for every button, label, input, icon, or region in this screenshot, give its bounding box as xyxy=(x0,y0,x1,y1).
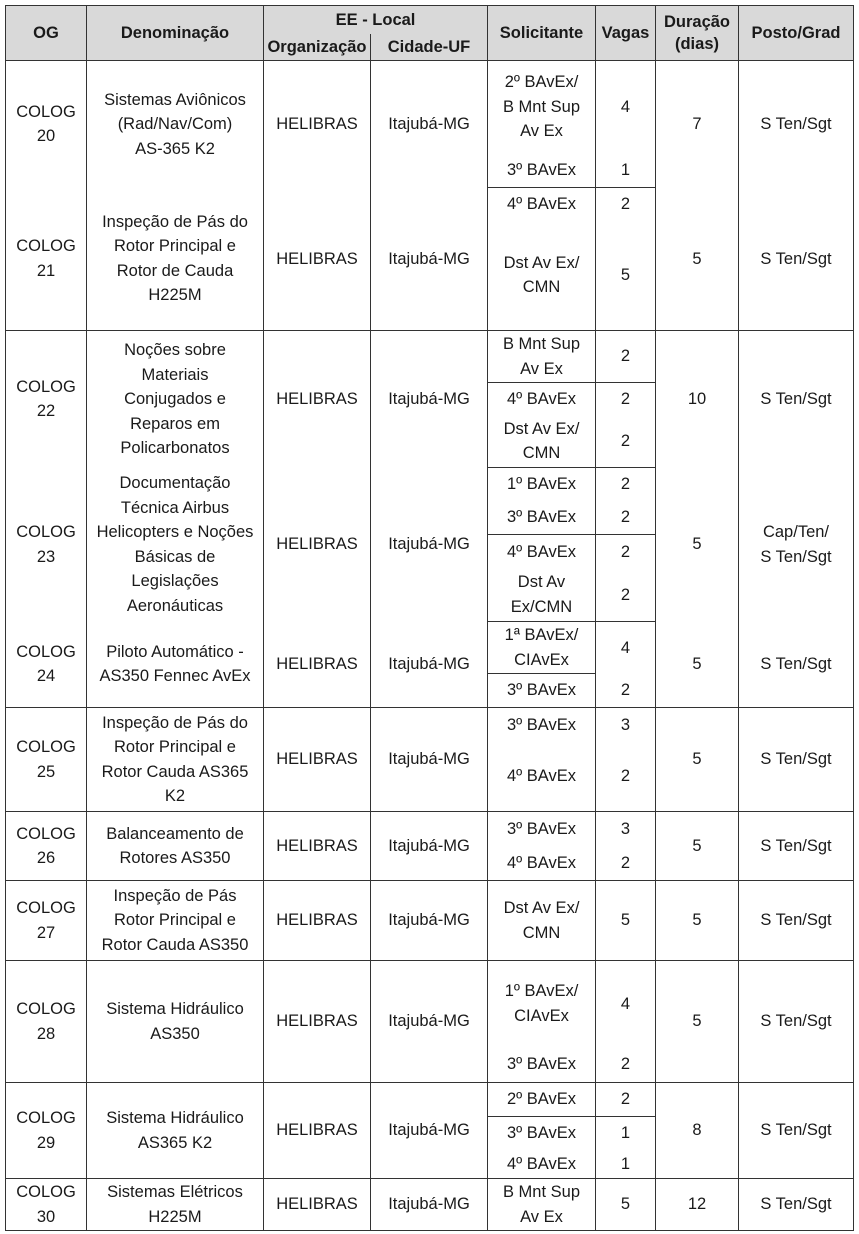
solicitante-cell: 1º BAvEx xyxy=(488,468,596,501)
header-solicitante: Solicitante xyxy=(488,6,596,61)
solicitante-cell: 4º BAvEx xyxy=(488,383,596,416)
solicitante-cell: B Mnt Sup Av Ex xyxy=(488,331,596,383)
cidade-cell: Itajubá-MG xyxy=(371,61,488,188)
vagas-cell: 4 xyxy=(596,961,656,1047)
denominacao-cell: Sistemas Elétricos H225M xyxy=(87,1179,264,1231)
duracao-cell: 10 xyxy=(656,331,739,468)
solicitante-cell: 4º BAvEx xyxy=(488,1150,596,1179)
table-row xyxy=(6,188,854,221)
duracao-cell: 5 xyxy=(656,188,739,331)
cidade-cell: Itajubá-MG xyxy=(371,812,488,881)
vagas-cell: 3 xyxy=(596,812,656,846)
duracao-cell: 5 xyxy=(656,468,739,622)
solicitante-cell: 3º BAvEx xyxy=(488,153,596,188)
denominacao-cell: Sistema Hidráulico AS350 xyxy=(87,961,264,1083)
solicitante-cell: 2º BAvEx xyxy=(488,1083,596,1117)
table-row xyxy=(6,61,854,153)
cidade-cell: Itajubá-MG xyxy=(371,1083,488,1179)
posto-cell: S Ten/Sgt xyxy=(739,881,854,961)
og-cell: COLOG 26 xyxy=(6,812,87,881)
og-cell: COLOG 28 xyxy=(6,961,87,1083)
vagas-cell: 2 xyxy=(596,1083,656,1117)
vagas-cell: 2 xyxy=(596,331,656,383)
organizacao-cell: HELIBRAS xyxy=(264,468,371,622)
table-row xyxy=(6,331,854,383)
solicitante-cell: 3º BAvEx xyxy=(488,812,596,846)
og-cell: COLOG 27 xyxy=(6,881,87,961)
organizacao-cell: HELIBRAS xyxy=(264,812,371,881)
vagas-cell: 1 xyxy=(596,1117,656,1150)
solicitante-cell: 1ª BAvEx/ CIAvEx xyxy=(488,622,596,674)
organizacao-cell: HELIBRAS xyxy=(264,1083,371,1179)
vagas-cell: 1 xyxy=(596,153,656,188)
posto-cell: S Ten/Sgt xyxy=(739,708,854,812)
header-posto-grad: Posto/Grad xyxy=(739,6,854,61)
vagas-cell: 2 xyxy=(596,742,656,812)
header-duracao: Duração (dias) xyxy=(656,6,739,61)
vagas-cell: 2 xyxy=(596,846,656,881)
vagas-cell: 2 xyxy=(596,1047,656,1083)
cidade-cell: Itajubá-MG xyxy=(371,331,488,468)
vagas-cell: 2 xyxy=(596,188,656,221)
organizacao-cell: HELIBRAS xyxy=(264,188,371,331)
denominacao-cell: Documentação Técnica Airbus Helicopters e Noções Básicas de Legislações Aeronáuticas xyxy=(87,468,264,622)
solicitante-cell: 4º BAvEx xyxy=(488,742,596,812)
vagas-cell: 4 xyxy=(596,61,656,153)
posto-cell: S Ten/Sgt xyxy=(739,961,854,1083)
duracao-cell: 7 xyxy=(656,61,739,188)
table-row xyxy=(6,468,854,501)
og-cell: COLOG 21 xyxy=(6,188,87,331)
vagas-cell: 2 xyxy=(596,569,656,622)
vagas-cell: 2 xyxy=(596,501,656,535)
cidade-cell: Itajubá-MG xyxy=(371,468,488,622)
og-cell: COLOG 23 xyxy=(6,468,87,622)
solicitante-cell: 3º BAvEx xyxy=(488,1117,596,1150)
solicitante-cell: 1º BAvEx/ CIAvEx xyxy=(488,961,596,1047)
denominacao-cell: Noções sobre Materiais Conjugados e Reparos em Policarbonatos xyxy=(87,331,264,468)
header-denominacao: Denominação xyxy=(87,6,264,61)
denominacao-cell: Inspeção de Pás do Rotor Principal e Rotor de Cauda H225M xyxy=(87,188,264,331)
solicitante-cell: 3º BAvEx xyxy=(488,1047,596,1083)
solicitante-cell: Dst Av Ex/CMN xyxy=(488,569,596,622)
organizacao-cell: HELIBRAS xyxy=(264,61,371,188)
denominacao-cell: Sistema Hidráulico AS365 K2 xyxy=(87,1083,264,1179)
organizacao-cell: HELIBRAS xyxy=(264,1179,371,1231)
solicitante-cell: 4º BAvEx xyxy=(488,535,596,569)
header-ee-local: EE - Local xyxy=(264,6,488,34)
duracao-cell: 5 xyxy=(656,708,739,812)
og-cell: COLOG 30 xyxy=(6,1179,87,1231)
denominacao-cell: Inspeção de Pás do Rotor Principal e Rotor Cauda AS365 K2 xyxy=(87,708,264,812)
vagas-cell: 2 xyxy=(596,535,656,569)
og-cell: COLOG 24 xyxy=(6,622,87,708)
solicitante-cell: B Mnt Sup Av Ex xyxy=(488,1179,596,1231)
solicitante-cell: 4º BAvEx xyxy=(488,846,596,881)
posto-cell: S Ten/Sgt xyxy=(739,1179,854,1231)
organizacao-cell: HELIBRAS xyxy=(264,622,371,708)
cidade-cell: Itajubá-MG xyxy=(371,622,488,708)
cidade-cell: Itajubá-MG xyxy=(371,188,488,331)
table-row xyxy=(6,812,854,846)
courses-table-container xyxy=(5,5,853,1229)
solicitante-cell: Dst Av Ex/ CMN xyxy=(488,416,596,468)
posto-cell: Cap/Ten/ S Ten/Sgt xyxy=(739,468,854,622)
vagas-cell: 2 xyxy=(596,468,656,501)
organizacao-cell: HELIBRAS xyxy=(264,708,371,812)
vagas-cell: 5 xyxy=(596,1179,656,1231)
solicitante-cell: 3º BAvEx xyxy=(488,501,596,535)
duracao-cell: 5 xyxy=(656,812,739,881)
og-cell: COLOG 22 xyxy=(6,331,87,468)
organizacao-cell: HELIBRAS xyxy=(264,881,371,961)
vagas-cell: 3 xyxy=(596,708,656,742)
duracao-cell: 5 xyxy=(656,881,739,961)
table-row xyxy=(6,622,854,674)
courses-table xyxy=(5,5,854,1231)
table-row xyxy=(6,708,854,742)
denominacao-cell: Sistemas Aviônicos (Rad/Nav/Com) AS-365 K2 xyxy=(87,61,264,188)
vagas-cell: 4 xyxy=(596,622,656,674)
table-row xyxy=(6,961,854,1047)
header-cidade-uf: Cidade-UF xyxy=(371,34,488,61)
cidade-cell: Itajubá-MG xyxy=(371,881,488,961)
vagas-cell: 2 xyxy=(596,674,656,708)
header-og: OG xyxy=(6,6,87,61)
cidade-cell: Itajubá-MG xyxy=(371,961,488,1083)
solicitante-cell: Dst Av Ex/ CMN xyxy=(488,881,596,961)
posto-cell: S Ten/Sgt xyxy=(739,812,854,881)
cidade-cell: Itajubá-MG xyxy=(371,708,488,812)
solicitante-cell: 4º BAvEx xyxy=(488,188,596,221)
og-cell: COLOG 29 xyxy=(6,1083,87,1179)
solicitante-cell: 2º BAvEx/ B Mnt Sup Av Ex xyxy=(488,61,596,153)
vagas-cell: 2 xyxy=(596,416,656,468)
posto-cell: S Ten/Sgt xyxy=(739,188,854,331)
solicitante-cell: Dst Av Ex/ CMN xyxy=(488,221,596,331)
vagas-cell: 5 xyxy=(596,221,656,331)
vagas-cell: 1 xyxy=(596,1150,656,1179)
table-row xyxy=(6,881,854,961)
denominacao-cell: Inspeção de Pás Rotor Principal e Rotor Cauda AS350 xyxy=(87,881,264,961)
solicitante-cell: 3º BAvEx xyxy=(488,708,596,742)
denominacao-cell: Balanceamento de Rotores AS350 xyxy=(87,812,264,881)
posto-cell: S Ten/Sgt xyxy=(739,61,854,188)
cidade-cell: Itajubá-MG xyxy=(371,1179,488,1231)
og-cell: COLOG 20 xyxy=(6,61,87,188)
denominacao-cell: Piloto Automático - AS350 Fennec AvEx xyxy=(87,622,264,708)
organizacao-cell: HELIBRAS xyxy=(264,961,371,1083)
duracao-cell: 5 xyxy=(656,961,739,1083)
vagas-cell: 2 xyxy=(596,383,656,416)
header-vagas: Vagas xyxy=(596,6,656,61)
duracao-cell: 12 xyxy=(656,1179,739,1231)
organizacao-cell: HELIBRAS xyxy=(264,331,371,468)
og-cell: COLOG 25 xyxy=(6,708,87,812)
table-row xyxy=(6,1179,854,1231)
posto-cell: S Ten/Sgt xyxy=(739,622,854,708)
vagas-cell: 5 xyxy=(596,881,656,961)
duracao-cell: 8 xyxy=(656,1083,739,1179)
duracao-cell: 5 xyxy=(656,622,739,708)
solicitante-cell: 3º BAvEx xyxy=(488,674,596,708)
header-organizacao: Organização xyxy=(264,34,371,61)
table-row xyxy=(6,1083,854,1117)
posto-cell: S Ten/Sgt xyxy=(739,1083,854,1179)
posto-cell: S Ten/Sgt xyxy=(739,331,854,468)
